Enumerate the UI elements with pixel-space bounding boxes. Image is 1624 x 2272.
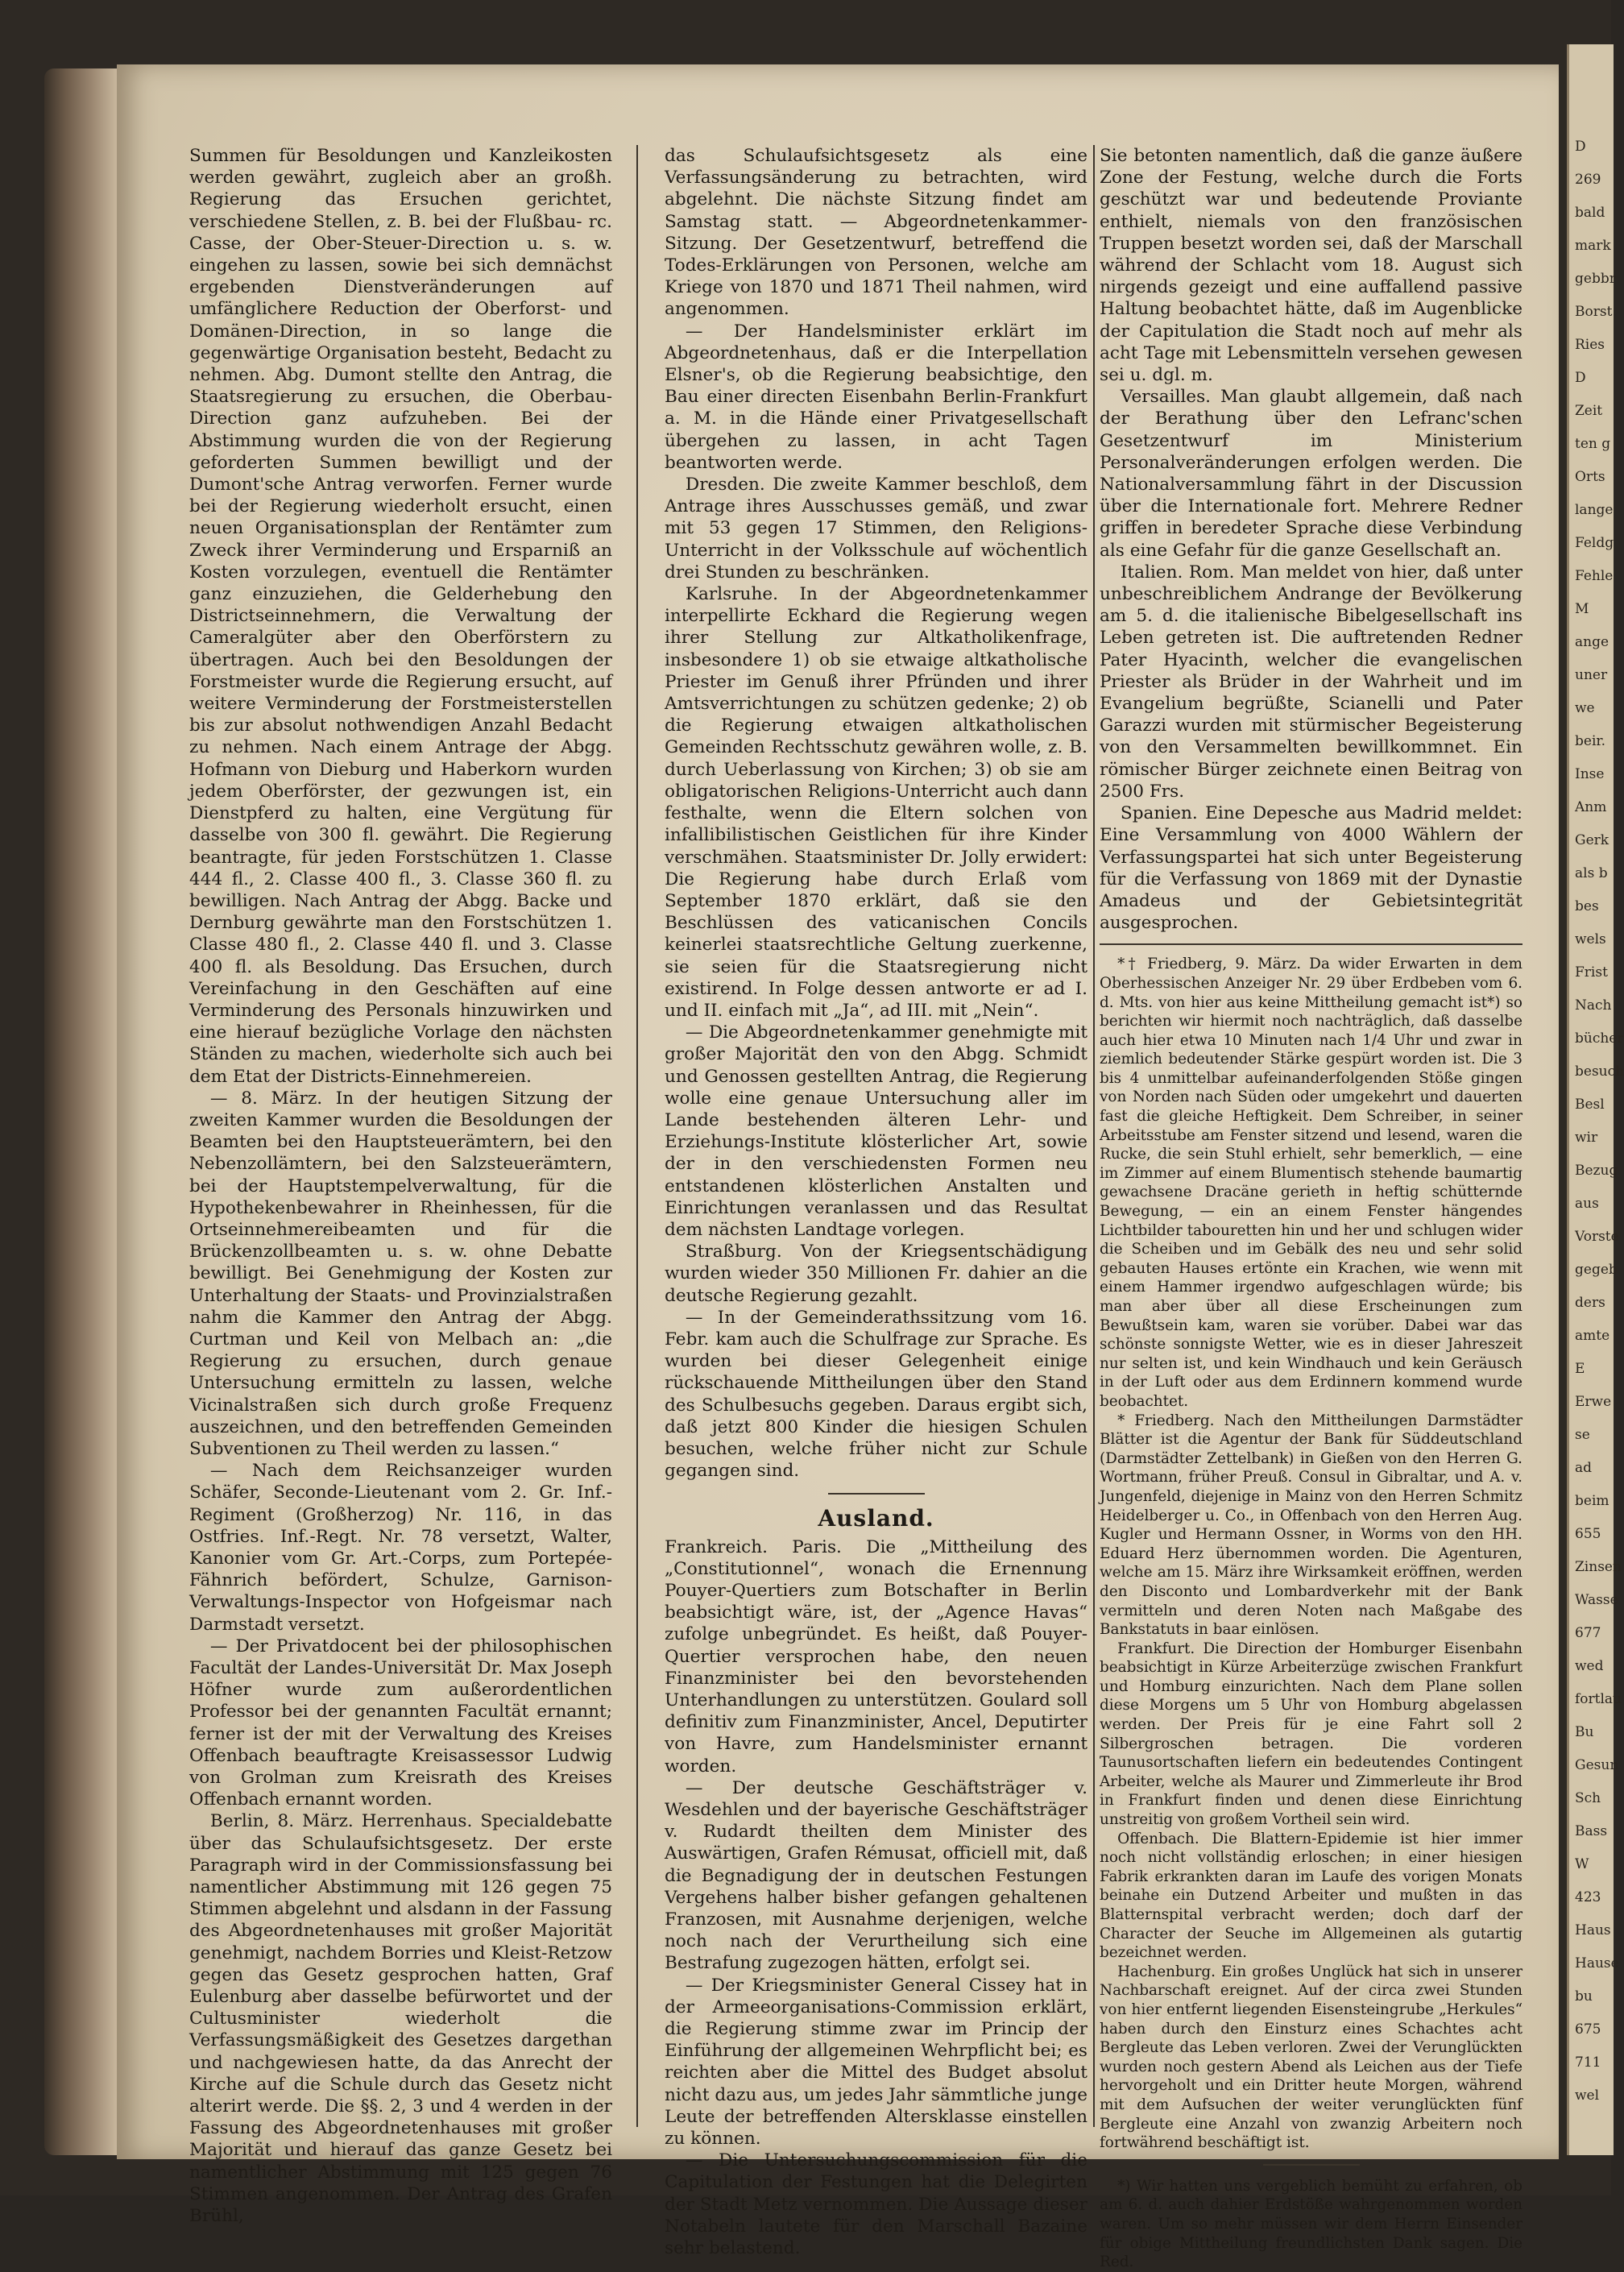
page-fragment-text: 711 [1575, 2054, 1601, 2071]
page-fragment-text: Zeit [1575, 403, 1603, 419]
page-fragment-text: Fehle [1575, 568, 1614, 584]
page-fragment-text: Vorste [1575, 1229, 1619, 1245]
paragraph: Berlin, 8. März. Herrenhaus. Specialdebatte über das Schulaufsichtsgesetz. Der erste Paragraph wird in der Commissionsfassung bei namentlicher Abstimmung mit 126 gegen 75 Stimmen abgelehnt und alsdann in der Fassung des Abgeordnetenhauses mit großer Majorität genehmigt, nachdem Borries und Kleist-Retzow gegen das Gesetz gesprochen hatten, Graf Eulenburg aber dasselbe befürwortet und der Cultusminister wiederholt die Verfassungsmäßigkeit des Gesetzes dargethan und nachgewiesen hatte, da das Anrecht der Kirche auf die Schule durch das Gesetz nicht alterirt werde. Die §§. 2, 3 und 4 werden in der Fassung des Abgeordnetenhauses mit großer Majorität und hierauf das ganze Gesetz bei namentlicher Abstimmung mit 125 gegen 76 Stimmen angenommen. Der Antrag des Grafen Brühl, [189, 1811, 612, 2227]
page-fragment-text: aus [1575, 1196, 1599, 1212]
page-fragment-text: Bu [1575, 1724, 1594, 1740]
column-rule [1093, 145, 1095, 2127]
column-3 [1100, 145, 1522, 2271]
page-fragment-text: Bezug [1575, 1163, 1618, 1179]
paragraph: — Der Handelsminister erklärt im Abgeordnetenhaus, daß er die Interpellation Elsner's, ob die Regierung beabsichtige, den Bau einer directen Eisenbahn Berlin-Frankfurt a. M. in die Hände einer Privatgesellschaft übergehen zu lassen, in acht Tagen beantworten werde. [665, 321, 1088, 473]
page-fragment-text: Orts [1575, 469, 1605, 485]
adjacent-page-fragments [1571, 48, 1624, 2143]
paragraph: — Der Kriegsminister General Cissey hat in der Armeeorganisations-Commission erklärt, die Regierung stimme zwar im Princip der Einführung der allgemeinen Wehrpflicht bei; es reichten aber die Mittel des Budget absolut nicht dazu aus, um jedes Jahr sämmtliche junge Leute der betreffenden Altersklasse einstellen zu können. [665, 1975, 1088, 2150]
page-fragment-text: Nach [1575, 997, 1612, 1014]
paragraph: Frankfurt. Die Direction der Homburger Eisenbahn beabsichtigt in Kürze Arbeiterzüge zwischen Frankfurt und Homburg einzurichten. Nach dem Plane sollen diese Morgens um 5 Uhr von Homburg abgelassen werden. Der Preis für je eine Fahrt soll 2 Silbergroschen betragen. Die vorderen Taunusortschaften liefern ein bedeutendes Contingent Arbeiter, welche als Maurer und Zimmerleute ihr Brod in Frankfurt finden und denen diese Einrichtung unstreitig von großem Vortheil sein wird. [1100, 1640, 1522, 1829]
paragraph: — In der Gemeinderathssitzung vom 16. Febr. kam auch die Schulfrage zur Sprache. Es wurden bei dieser Gelegenheit einige rückschauende Mittheilungen über den Stand des Schulbesuchs gegeben. Daraus ergibt sich, daß jetzt 800 Kinder die hiesigen Schulen besuchen, welche früher nicht zur Schule gegangen sind. [665, 1307, 1088, 1482]
divider [1263, 2164, 1360, 2166]
page-fragment-text: beir. [1575, 733, 1606, 749]
newspaper-page [117, 64, 1559, 2271]
paragraph: — Die Untersuchungscommission für die Capitulation der Festungen hat die Delegirten der Stadt Metz vernommen. Die Aussage dieser Notabeln lautete für den Marschall Bazaine sehr belastend. [665, 2150, 1088, 2259]
paragraph: Summen für Besoldungen und Kanzleikosten werden gewährt, zugleich aber an großh. Regierung das Ersuchen gerichtet, verschiedene Stellen, z. B. bei der Flußbau- rc. Casse, der Ober-Steuer-Direction u. s. w. eingehen zu lassen, sowie bei sich demnächst ergebenden Dienstveränderungen auf umfänglichere Reduction der Oberforst- und Domänen-Direction, in so lange die gegenwärtige Organisation besteht, Bedacht zu nehmen. Abg. Dumont stellte den Antrag, die Staatsregierung zu ersuchen, die Oberbau-Direction ganz aufzuheben. Bei der Abstimmung wurden die von der Regierung geforderten Summen bewilligt und der Dumont'sche Antrag verworfen. Ferner wurde bei der Regierung wiederholt ersucht, einen neuen Organisationsplan der Rentämter zum Zweck ihrer Verminderung und Ersparniß an Kosten vorzulegen, eventuell die Rentämter ganz einzuziehen, die Gelderhebung den Districtseinnehmern, die Verwaltung der Cameralgüter aber den Oberförstern zu übertragen. Auch bei den Besoldungen der Forstmeister wurde die Regierung ersucht, auf weitere Verminderung der Forstmeisterstellen bis zur absolut nothwendigen Anzahl Bedacht zu nehmen. Nach einem Antrage der Abgg. Hofmann von Dieburg und Haberkorn wurden jedem Oberförster, der gezwungen ist, ein Dienstpferd zu halten, eine Vergütung für dasselbe von 300 fl. gewährt. Die Regierung beantragte, für jeden Forstschützen 1. Classe 444 fl., 2. Classe 400 fl., 3. Classe 360 fl. zu bewilligen. Nach Antrag der Abgg. Backe und Dernburg gewährte man den Forstschützen 1. Classe 480 fl., 2. Classe 440 fl. und 3. Classe 400 fl. als Besoldung. Das Ersuchen, durch Vereinfachung in den Geschäften auf eine Verminderung des Personals hinzuwirken und eine hierauf bezügliche Vorlage den nächsten Ständen zu machen, wiederholte sich auch bei dem Etat der Districts-Einnehmereien. [189, 146, 612, 1087]
page-fragment-text: bu [1575, 1988, 1593, 2005]
divider [828, 1493, 925, 1495]
paragraph: Karlsruhe. In der Abgeordnetenkammer interpellirte Eckhard die Regierung wegen ihrer Stellung zur Altkatholikenfrage, insbesondere 1) ob sie etwaige altkatholische Priester im Genuß ihrer Pfründen und ihrer Amtsverrichtungen zu schützen gedenke; 2) ob die Regierung etwaigen altkatholischen Gemeinden Rechtsschutz gewähren wolle, z. B. durch Ueberlassung von Kirchen; 3) ob sie am obligatorischen Religions-Unterricht auch dann festhalte, wenn die Eltern solchen von infallibilistischen Geistlichen für ihre Kinder verschmähen. Staatsminister Dr. Jolly erwidert: Die Regierung habe durch Erlaß vom September 1870 erklärt, daß sie den Beschlüssen des vaticanischen Concils keinerlei staatsrechtliche Geltung zuerkenne, sie seien für die Staatsregierung nicht existirend. In Folge dessen antworte er ad I. und II. einfach mit „Ja“, ad III. mit „Nein“. [665, 584, 1088, 1021]
page-fragment-text: uner [1575, 667, 1608, 683]
page-fragment-text: amte [1575, 1328, 1610, 1344]
page-fragment-text: Frist [1575, 964, 1608, 981]
paragraph: das Schulaufsichtsgesetz als eine Verfassungsänderung zu betrachten, wird abgelehnt. Die nächste Sitzung findet am Samstag statt. — Abgeordnetenkammer-Sitzung. Der Gesetzentwurf, betreffend die Todes-Erklärungen von Personen, welche am Kriege von 1870 und 1871 Theil nahmen, wird angenommen. [665, 146, 1088, 320]
page-fragment-text: 675 [1575, 2021, 1601, 2038]
paragraph: *† Friedberg, 9. März. Da wider Erwarten in dem Oberhessischen Anzeiger Nr. 29 über Erdbeben vom 6. d. Mts. von hier aus keine Mittheilung gemacht ist*) so berichten wir hiermit noch nachträglich, daß dasselbe auch hier etwa 10 Minuten nach 1/4 Uhr und zwar in ziemlich bedeutender Stärke gespürt worden ist. Die 3 bis 4 unmittelbar aufeinanderfolgenden Stöße gingen von Norden nach Süden oder umgekehrt und dauerten fast die gleiche Heftigkeit. Dem Schreiber, in seiner Arbeitsstube am Fenster sitzend und lesend, waren die Rucke, die sein Stuhl erhielt, sehr bemerklich, — eine im Zimmer auf einem Blumentisch stehende baumartig gewachsene Dracäne gerieth in heftig schütternde Bewegung, — ein an einem Fenster hängendes Lichtbilder tabouretten hin und her und schlugen wider die Scheiben und im Gebälk des neu und sehr solid gebauten Hauses ertönte ein Krachen, wie wenn mit einem Hammer irgendwo aufgeschlagen würde; bis man aber über all diese Erscheinungen zum Bewußtsein kam, waren sie vorüber. Dabei war das schönste sonnigste Wetter, wie es in dieser Jahreszeit nur selten ist, und kein Windhauch und kein Geräusch in der Luft oder aus dem Erdinnern kommend wurde beobachtet. [1100, 956, 1522, 1410]
page-fragment-text: Sch [1575, 1790, 1601, 1806]
page-fragment-text: Inse [1575, 766, 1605, 782]
paragraph: — Der Privatdocent bei der philosophischen Facultät der Landes-Universität Dr. Max Joseph Höfner wurde zum außerordentlichen Professor bei der genannten Facultät ernannt; ferner ist der mit der Verwaltung des Kreises Offenbach beauftragte Kreisassessor Ludwig von Grolman zum Kreisrath des Kreises Offenbach ernannt worden. [189, 1636, 612, 1810]
page-fragment-text: wir [1575, 1130, 1598, 1146]
paragraph: Dresden. Die zweite Kammer beschloß, dem Antrage ihres Ausschusses gemäß, und zwar mit 53 gegen 17 Stimmen, den Religions-Unterricht in der Volksschule auf wöchentlich drei Stunden zu beschränken. [665, 475, 1088, 583]
section-heading-ausland: Ausland. [818, 1505, 934, 1532]
page-fragment-text: wels [1575, 931, 1606, 947]
page-fragment-text: se [1575, 1427, 1590, 1443]
paragraph: — Der deutsche Geschäftsträger v. Wesdehlen und der bayerische Geschäftsträger v. Rudardt theilten dem Minister des Auswärtigen, Grafen Rémusat, officiell mit, daß die Begnadigung der in deutschen Festungen Vergehens halber bisher gefangen gehaltenen Franzosen, mit Ausnahme derjenigen, welche noch nach der Verurtheilung sich eine Bestrafung zugezogen hätten, erfolgt sei. [665, 1777, 1088, 1974]
page-fragment-text: bes [1575, 898, 1599, 914]
page-fragment-text: lange [1575, 502, 1614, 518]
page-fragment-text: 655 [1575, 1526, 1601, 1542]
paragraph: Spanien. Eine Depesche aus Madrid meldet: Eine Versammlung von 4000 Wählern der Verfassungspartei hat sich unter Begeisterung für die Verfassung von 1869 mit der Dynastie Amadeus und der Gebietsintegrität ausgesprochen. [1100, 803, 1522, 934]
page-fragment-text: gegeb [1575, 1262, 1618, 1278]
page-fragment-text: D [1575, 370, 1586, 386]
paragraph: Frankreich. Paris. Die „Mittheilung des „Constitutionnel“, wonach die Ernennung Pouyer-Quertiers zum Botschafter in Berlin beabsichtigt wäre, ist, der „Agence Havas“ zufolge unbegründet. Es heißt, daß Pouyer-Quertier versprochen habe, den neuen Finanzminister bei den bevorstehenden Unterhandlungen zu unterstützen. Goulard soll definitiv zum Finanzminister, Ancel, Deputirter von Havre, zum Handelsminister ernannt worden. [665, 1536, 1088, 1777]
page-fragment-text: beim [1575, 1493, 1610, 1509]
page-fragment-text: M [1575, 601, 1589, 617]
page-fragment-text: ders [1575, 1295, 1605, 1311]
page-fragment-text: bald [1575, 205, 1605, 221]
column-rule [636, 145, 638, 2127]
paragraph: Versailles. Man glaubt allgemein, daß nach der Berathung über den Lefranc'schen Gesetzentwurf im Ministerium Personalveränderungen erfolgen werden. Die Nationalversammlung fährt in der Discussion über die Internationale fort. Mehrere Redner griffen in beredeter Sprache diese Verbindung als eine Gefahr für die ganze Gesellschaft an. [1100, 387, 1522, 561]
page-fragment-text: Hause [1575, 1955, 1619, 1971]
page-fragment-text: Borst [1575, 304, 1613, 320]
page-fragment-text: bücher [1575, 1030, 1624, 1047]
page-fragment-text: Bass [1575, 1823, 1608, 1839]
page-fragment-text: gebbr [1575, 271, 1616, 287]
page-fragment-text: wed [1575, 1658, 1604, 1674]
page-fragment-text: 677 [1575, 1625, 1601, 1641]
page-fragment-text: Erwe [1575, 1394, 1612, 1410]
paragraph: — Die Abgeordnetenkammer genehmigte mit großer Majorität den von den Abgg. Schmidt und Genossen gestellten Antrag, die Regierung wolle eine genaue Untersuchung aller im Lande bestehenden älteren Lehr- und Erziehungs-Institute klösterlicher Art, sowie der in den verschiedensten Formen neu entstandenen klösterlichen Anstalten und Einrichtungen veranlassen und das Resultat dem nächsten Landtage vorlegen. [665, 1022, 1088, 1240]
page-fragment-text: we [1575, 700, 1595, 716]
page-fragment-text: Gerk [1575, 832, 1610, 848]
column-1 [189, 145, 612, 2227]
paragraph: Hachenburg. Ein großes Unglück hat sich in unserer Nachbarschaft ereignet. Auf der circa zwei Stunden von hier entfernt liegenden Eisensteingrube „Herkules“ haben durch den Einsturz eines Schachtes acht Bergleute das Leben verloren. Zwei der Verunglückten wurden noch gestern Abend als Leichen aus der Tiefe hervorgeholt und ein Dritter heute Morgen, während mit dem Aufsuchen der weiter verunglückten fünf Bergleute eine Anzahl von zwanzig Arbeitern noch fortwährend beschäftigt ist. [1100, 1963, 1522, 2152]
page-fragment-text: wel [1575, 2088, 1600, 2104]
page-fragment-text: ad [1575, 1460, 1593, 1476]
page-fragment-text: Wasse [1575, 1592, 1618, 1608]
page-fragment-text: 269 [1575, 172, 1601, 188]
page-fragment-text: als b [1575, 865, 1608, 881]
page-fragment-text: fortlau [1575, 1691, 1622, 1707]
page-fragment-text: Feldg [1575, 535, 1614, 551]
page-fragment-text: Gesun [1575, 1757, 1619, 1773]
page-fragment-text: ange [1575, 634, 1610, 650]
page-fragment-text: Zinsen [1575, 1559, 1622, 1575]
page-fragment-text: besuch [1575, 1063, 1624, 1080]
page-fragment-text: Haus [1575, 1922, 1611, 1938]
page-fragment-text: Ries [1575, 337, 1605, 353]
paragraph: — 8. März. In der heutigen Sitzung der zweiten Kammer wurden die Besoldungen der Beamten bei den Hauptsteuerämtern, bei den Nebenzollämtern, bei den Salzsteuerämtern, bei der Hauptstempelverwaltung, für die Hypothekenbewahrer in Rheinhessen, für die Ortseinnehmereibeamten und für die Brückenzollbeamten u. s. w. ohne Debatte bewilligt. Bei Genehmigung der Kosten zur Unterhaltung der Staats- und Provinzialstraßen nahm die Kammer den Antrag der Abgg. Curtman und Keil von Melbach an: „die Regierung zu ersuchen, durch genaue Untersuchung ermitteln zu lassen, welche Vicinalstraßen sich durch große Frequenz auszeichnen, und den betreffenden Gemeinden Subventionen zu Theil werden zu lassen.“ [189, 1088, 612, 1459]
book-binding [44, 68, 117, 2155]
page-fragment-text: Besl [1575, 1097, 1605, 1113]
page-fragment-text: W [1575, 1856, 1589, 1872]
page-fragment-text: E [1575, 1361, 1585, 1377]
paragraph: Straßburg. Von der Kriegsentschädigung wurden wieder 350 Millionen Fr. dahier an die deutsche Regierung gezahlt. [665, 1242, 1088, 1306]
page-fragment-text: 423 [1575, 1889, 1601, 1905]
paragraph: Offenbach. Die Blattern-Epidemie ist hier immer noch nicht vollständig erloschen; in einer hiesigen Fabrik erkrankten daran im Laufe des vorigen Monats beinahe ein Dutzend Arbeiter und mußten in das Blatternspital verbracht werden; doch darf der Character der Seuche im Allgemeinen als gutartig bezeichnet werden. [1100, 1830, 1522, 1962]
page-fragment-text: mark [1575, 238, 1611, 254]
column-2 [665, 145, 1088, 2259]
paragraph: * Friedberg. Nach den Mittheilungen Darmstädter Blätter ist die Agentur der Bank für Süddeutschland (Darmstädter Zettelbank) in Gießen von den Herren G. Wortmann, früher Preuß. Consul in Gibraltar, und A. v. Jungenfeld, diejenige in Mainz von den Herren Schmitz Heidelberger u. Co., in Offenbach von den Herren Aug. Kugler und Hermann Ossner, in Worms von den HH. Eduard Herz übernommen worden. Die Agenturen, welche am 15. März ihre Wirksamkeit eröffnen, werden den Disconto und Lombardverkehr mit der Bank vermitteln und deren Noten nach Maßgabe des Bankstatuts in baar einlösen. [1100, 1412, 1522, 1639]
page-fragment-text: D [1575, 139, 1586, 155]
paragraph: — Nach dem Reichsanzeiger wurden Schäfer, Seconde-Lieutenant vom 2. Gr. Inf.-Regiment (Großherzog) Nr. 116, in das Ostfries. Inf.-Regt. Nr. 78 versetzt, Walter, Kanonier vom Gr. Art.-Corps, zum Portepée-Fähnrich befördert, Schulze, Garnison-Verwaltungs-Inspector von Hofgeismar nach Darmstadt versetzt. [189, 1461, 612, 1635]
page-fragment-text: Anm [1575, 799, 1607, 815]
footnote: *) Wir hatten uns vergeblich bemüht zu erfahren, ob am 6. d. auch dahier Erdstöße wahrgenommen worden waren. Um so mehr müssen wir dem Herrn Einsender für obige Mittheilung freundlichsten Dank sagen. Die Red. [1100, 2177, 1522, 2271]
divider [1100, 943, 1522, 945]
page-fragment-text: ten g [1575, 436, 1611, 452]
paragraph: Sie betonten namentlich, daß die ganze äußere Zone der Festung, welche durch die Forts geschützt war und bedeutende Proviante enthielt, niemals von den französischen Truppen besetzt worden sei, daß der Marschall während der Schlacht vom 18. August sich nirgends gezeigt und eine auffallend passive Haltung beobachtet hätte, daß im Augenblicke der Capitulation die Stadt noch auf mehr als acht Tage mit Lebensmitteln versehen gewesen sei u. dgl. m. [1100, 146, 1522, 386]
paragraph: Italien. Rom. Man meldet von hier, daß unter unbeschreiblichem Andrange der Bevölkerung am 5. d. die italienische Bibelgesellschaft ins Leben getreten ist. Die auftretenden Redner Pater Hyacinth, welcher die evangelischen Priester als Brüder in der Wahrheit und im Evangelium begrüßte, Scianelli und Pater Garazzi wurden mit stürmischer Begeisterung von den Versammelten bewillkommnet. Ein römischer Bürger zeichnete einen Beitrag von 2500 Frs. [1100, 562, 1522, 802]
